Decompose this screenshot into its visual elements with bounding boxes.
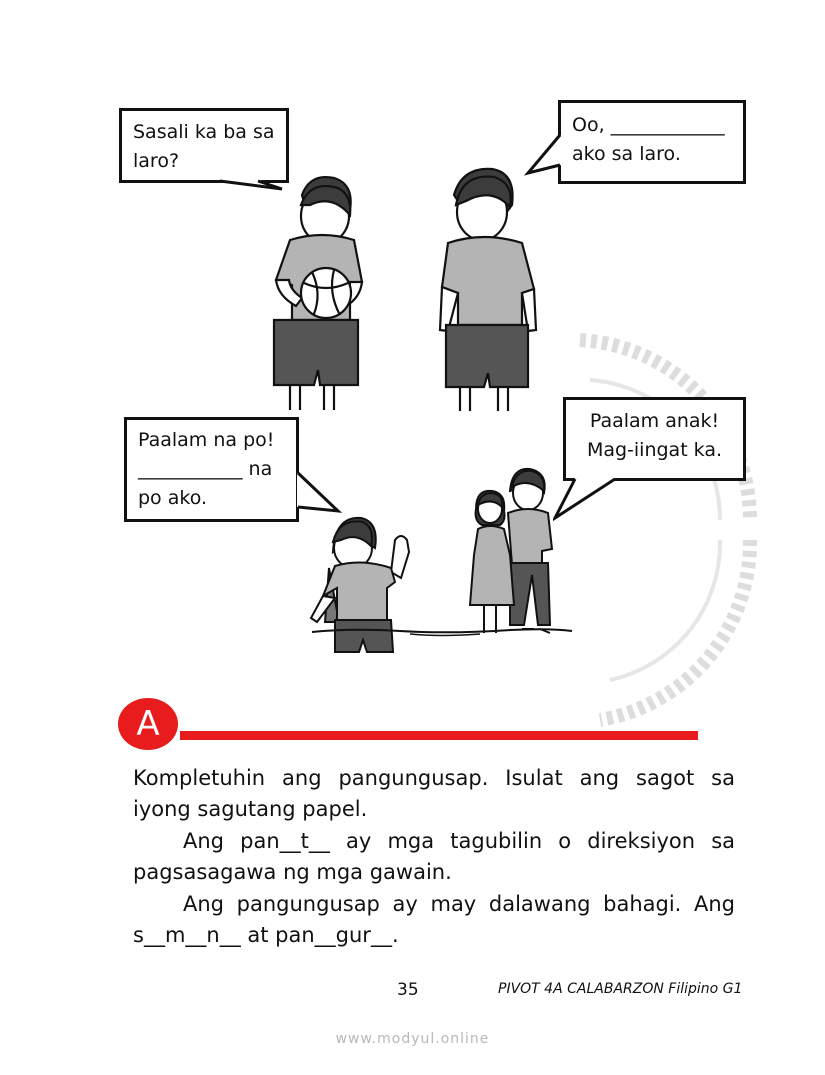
bubble-line: Sasali ka ba sa (133, 121, 275, 143)
bubble-line: Oo, ____________ (572, 114, 725, 136)
bubble-line: po ako. (138, 487, 208, 509)
instructions-text: Kompletuhin ang pangungusap. Isulat ang sagot sa iyong sagutang papel. (133, 766, 735, 821)
bubble-line: Paalam na po! (138, 429, 275, 451)
speech-bubble-farewell (563, 397, 746, 481)
section-badge: A (118, 698, 178, 750)
bubble-line: Paalam anak! (589, 410, 720, 432)
boy-answering-illustration (436, 165, 546, 415)
boy-with-ball-illustration (262, 170, 372, 415)
bubble-line: Mag-iingat ka. (586, 439, 723, 461)
speech-tail-icon (294, 465, 344, 515)
boy-waving-illustration (305, 512, 415, 662)
bubble-line: laro? (133, 150, 180, 172)
bubble-line: ako sa laro. (572, 143, 681, 165)
seal-watermark-icon (560, 320, 760, 730)
exercise-item-2: Ang pangungusap ay may dalawang bahagi. Ang s__m__n__ at pan__gur__. (133, 892, 735, 947)
site-watermark: www.modyul.online (335, 1031, 490, 1047)
page-number: 35 (397, 980, 419, 1000)
bubble-line: ___________ na (138, 458, 273, 480)
speech-bubble-goodbye (124, 417, 299, 522)
document-title: PIVOT 4A CALABARZON Filipino G1 (498, 981, 743, 997)
speech-tail-icon (553, 476, 623, 522)
section-divider (180, 731, 698, 740)
ground-line-icon (310, 622, 575, 638)
speech-bubble-answer (558, 100, 746, 184)
exercise-item-1: Ang pan__t__ ay mga tagubilin o direksiyon sa pagsasagawa ng mga gawain. (133, 829, 735, 884)
